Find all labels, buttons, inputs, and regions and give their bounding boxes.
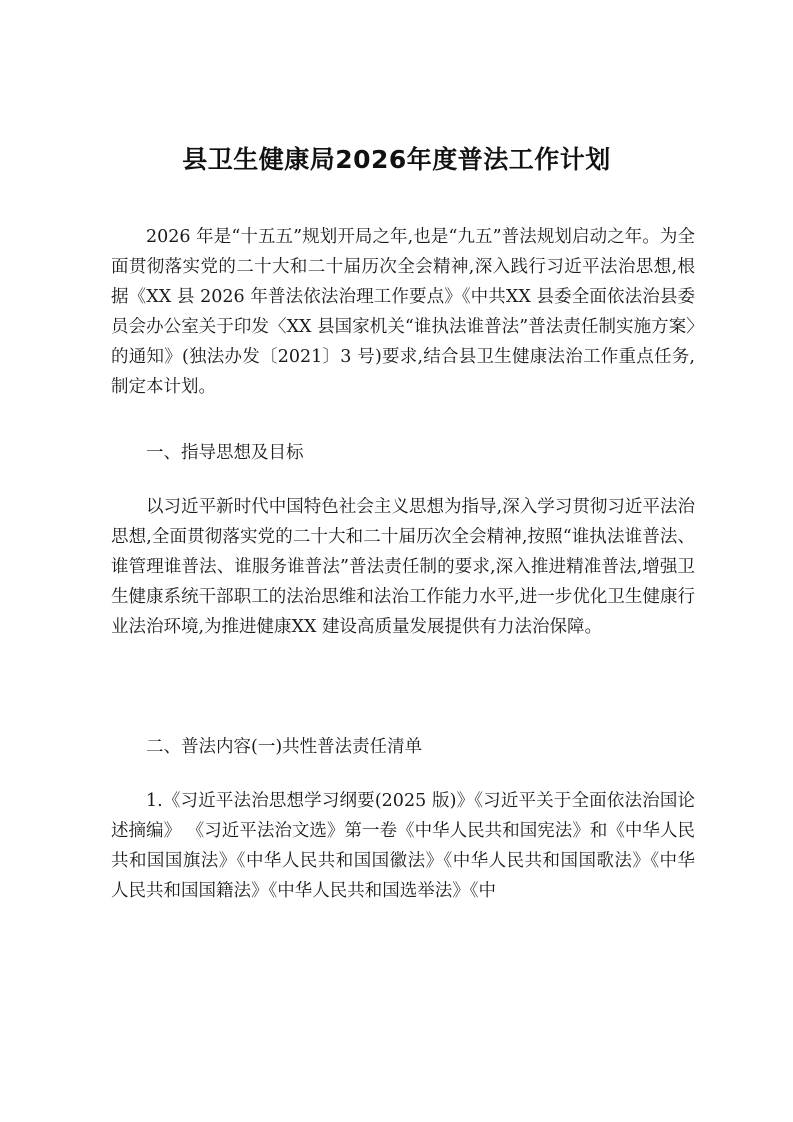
section-heading-guidance: 一、指导思想及目标 (146, 443, 304, 463)
list-item-1: 1.《习近平法治思想学习纲要(2025 版)》《习近平关于全面依法治国论述摘编》 《习近平法治文选》第一卷《中华人民共和国宪法》和《中华人民共和国国旗法》《中华人民共和国国徽法》《中华人民共和国国歌法》《中华人民共和国国籍法》《中华人民共和国选举法》《中 (111, 791, 695, 901)
intro-paragraph: 2026 年是“十五五”规划开局之年,也是“九五”普法规划启动之年。为全面贯彻落实党的二十大和二十届历次全会精神,深入践行习近平法治思想,根据《XX 县 2026 年普法依法治理工作要点》《中共XX 县委全面依法治县委员会办公室关于印发〈XX 县国家机关“谁执法谁普法”普法责任制实施方案〉的通知》(独法办发〔2021〕3 号)要求,结合县卫生健康法治工作重点任务,制定本计划。 (111, 227, 695, 397)
guidance-paragraph: 以习近平新时代中国特色社会主义思想为指导,深入学习贯彻习近平法治思想,全面贯彻落实党的二十大和二十届历次全会精神,按照“谁执法谁普法、谁管理谁普法、谁服务谁普法”普法责任制的要求,深入推进精准普法,增强卫生健康系统干部职工的法治思维和法治工作能力水平,进一步优化卫生健康行业法治环境,为推进健康XX 建设高质量发展提供有力法治保障。 (111, 497, 695, 637)
document-title: 县卫生健康局2026年度普法工作计划 (182, 145, 611, 174)
section-heading-content: 二、普法内容(一)共性普法责任清单 (146, 737, 423, 757)
document-body (111, 222, 695, 906)
